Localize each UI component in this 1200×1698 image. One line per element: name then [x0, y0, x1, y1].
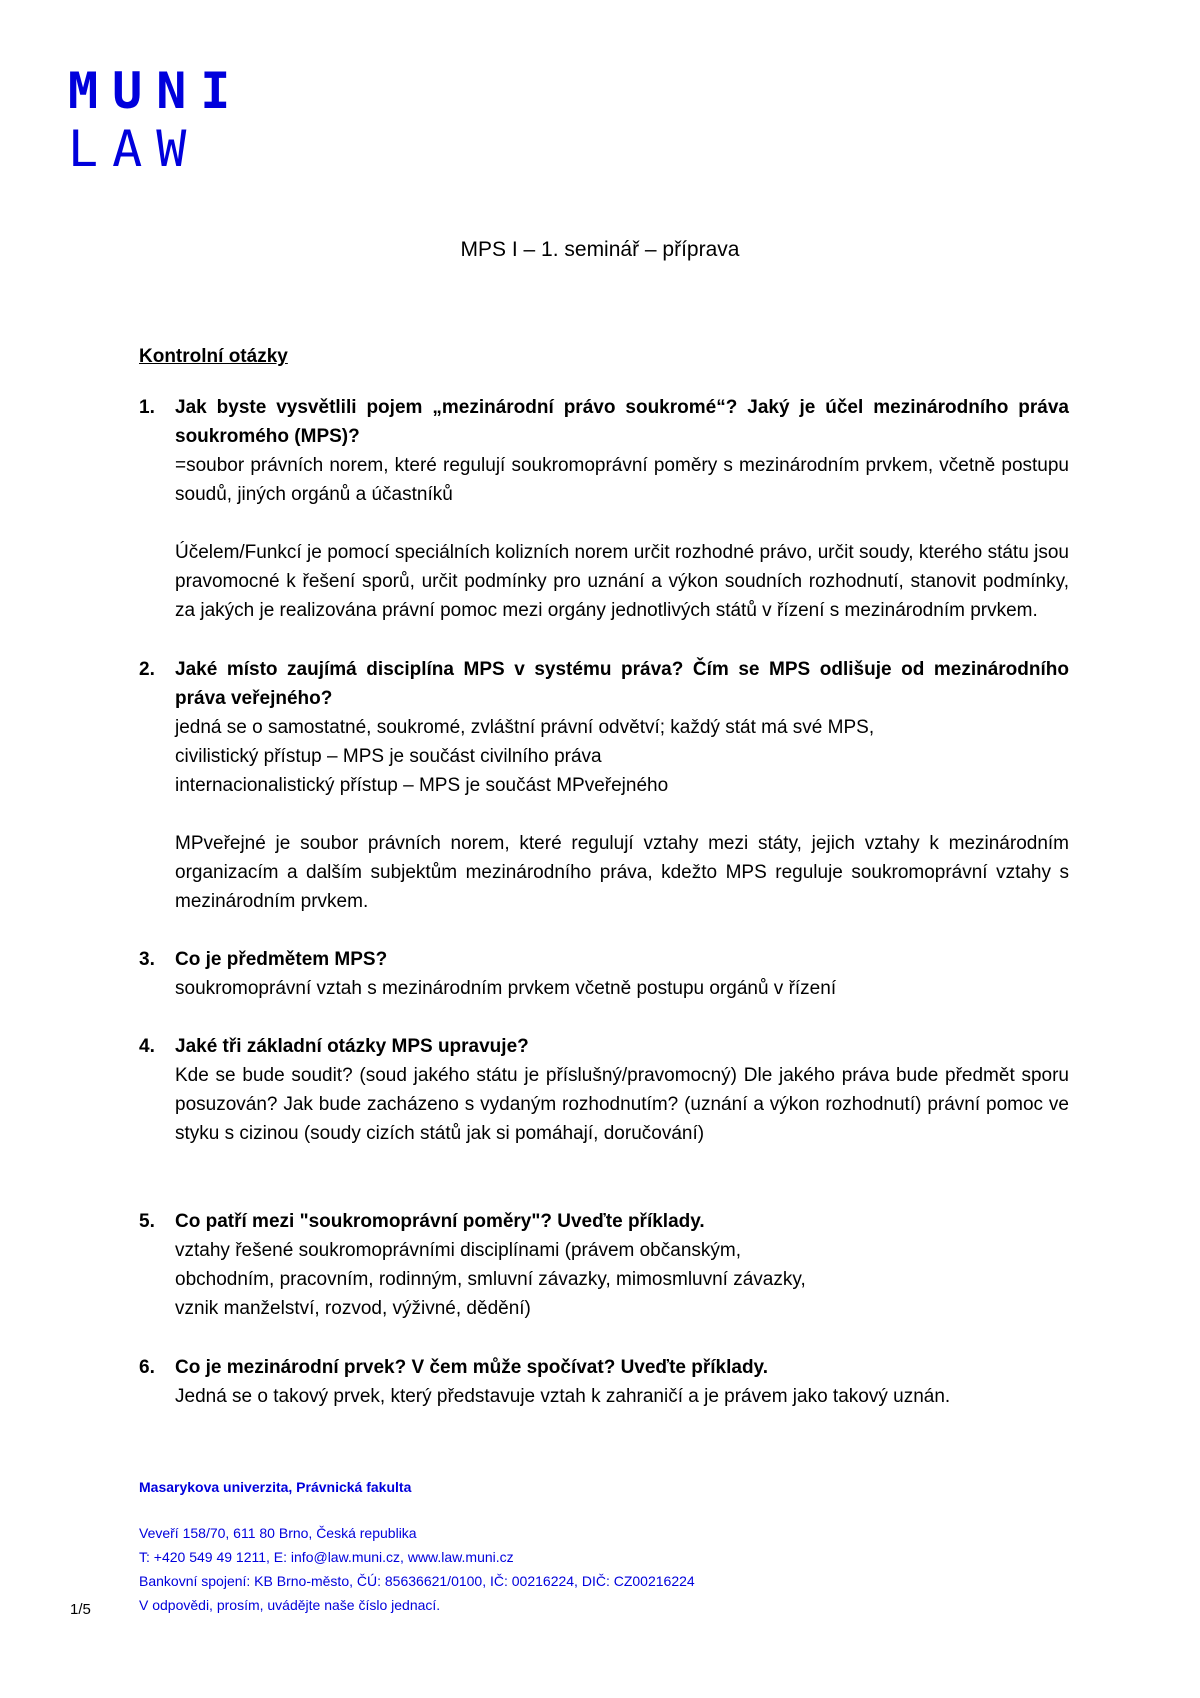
answer-line: jedná se o samostatné, soukromé, zvláštní právní odvětví; každý stát má své MPS,: [175, 717, 875, 738]
answer-line: soukromoprávní vztah s mezinárodním prvkem včetně postupu orgánů v řízení: [175, 978, 837, 999]
question-3: [139, 945, 1069, 1003]
question-text: Co patří mezi "soukromoprávní poměry"? Uveďte příklady.: [175, 1211, 705, 1232]
page-number: 1/5: [70, 1601, 91, 1618]
answer: [175, 1382, 1069, 1411]
answer-line: vztahy řešené soukromoprávními disciplínami (právem občanským,: [175, 1240, 741, 1261]
question-1: [139, 393, 1069, 625]
footer-contact: T: +420 549 49 1211, E: info@law.muni.cz, www.law.muni.cz: [139, 1549, 514, 1565]
question-number: 1.: [139, 397, 155, 418]
question-5: [139, 1207, 1069, 1323]
answer-paragraph: =soubor právních norem, které regulují soukromoprávní poměry s mezinárodním prvkem, včetně postupu soudů, jiných orgánů a účastníků: [175, 455, 1069, 505]
question-6: [139, 1353, 1069, 1411]
answer-line: civilistický přístup – MPS je součást civilního práva: [175, 746, 602, 767]
answer-line: internacionalistický přístup – MPS je součást MPveřejného: [175, 775, 669, 796]
letterhead-footer: [139, 1475, 695, 1617]
answer-paragraph: MPveřejné je soubor právních norem, které regulují vztahy mezi státy, jejich vztahy k mezinárodním organizacím a dalším subjektům mezinárodního práva, kdežto MPS reguluje soukromoprávní vztahy s mezinárodním prvkem.: [175, 833, 1069, 912]
document-title: MPS I – 1. seminář – příprava: [460, 238, 740, 261]
question-number: 3.: [139, 949, 155, 970]
logo-line-law: LAW: [68, 120, 201, 178]
question-number: 6.: [139, 1357, 155, 1378]
question-text: Jaké místo zaujímá disciplína MPS v systému práva? Čím se MPS odlišuje od mezinárodního práva veřejného?: [175, 659, 1069, 709]
logo-line-muni: MUNI: [68, 62, 245, 120]
question-number: 5.: [139, 1211, 155, 1232]
question-text: Co je mezinárodní prvek? V čem může spočívat? Uveďte příklady.: [175, 1357, 768, 1378]
footer-bank: Bankovní spojení: KB Brno-město, ČÚ: 85636621/0100, IČ: 00216224, DIČ: CZ00216224: [139, 1573, 695, 1589]
answer: [175, 451, 1069, 625]
question-text: Jak byste vysvětlili pojem „mezinárodní právo soukromé“? Jaký je účel mezinárodního práva soukromého (MPS)?: [175, 397, 1069, 447]
footer-note: V odpovědi, prosím, uvádějte naše číslo jednací.: [139, 1597, 441, 1613]
question-number: 4.: [139, 1036, 155, 1057]
muni-law-logo: [68, 62, 244, 178]
answer-paragraph: Účelem/Funkcí je pomocí speciálních kolizních norem určit rozhodné právo, určit soudy, kterého státu jsou pravomocné k řešení sporů, určit podmínky pro uznání a výkon soudních rozhodnutí, stanovit podmínky, za jakých je realizována právní pomoc mezi orgány jednotlivých států v řízení s mezinárodním prvkem.: [175, 542, 1069, 621]
answer: [175, 713, 1069, 916]
footer-address: Veveří 158/70, 611 80 Brno, Česká republika: [139, 1525, 417, 1541]
answer-paragraph: Kde se bude soudit? (soud jakého státu je příslušný/pravomocný) Dle jakého práva bude předmět sporu posuzován? Jak bude zacházeno s vydaným rozhodnutím? (uznání a výkon rozhodnutí) právní pomoc ve styku s cizinou (soudy cizích států jak si pomáhají, doručování): [175, 1065, 1069, 1144]
question-text: Co je předmětem MPS?: [175, 949, 388, 970]
answer: [175, 1061, 1069, 1148]
answer-line: vznik manželství, rozvod, výživné, dědění): [175, 1298, 531, 1319]
answer: [175, 974, 1069, 1003]
question-4: [139, 1032, 1069, 1148]
answer: [175, 1236, 1069, 1323]
question-text: Jaké tři základní otázky MPS upravuje?: [175, 1036, 529, 1057]
question-2: [139, 655, 1069, 916]
section-heading: Kontrolní otázky: [139, 346, 288, 367]
footer-faculty: Masarykova univerzita, Právnická fakulta: [139, 1479, 412, 1495]
answer-paragraph: Jedná se o takový prvek, který představuje vztah k zahraničí a je právem jako takový uznán.: [175, 1386, 951, 1407]
question-number: 2.: [139, 659, 155, 680]
answer-line: obchodním, pracovním, rodinným, smluvní závazky, mimosmluvní závazky,: [175, 1269, 806, 1290]
